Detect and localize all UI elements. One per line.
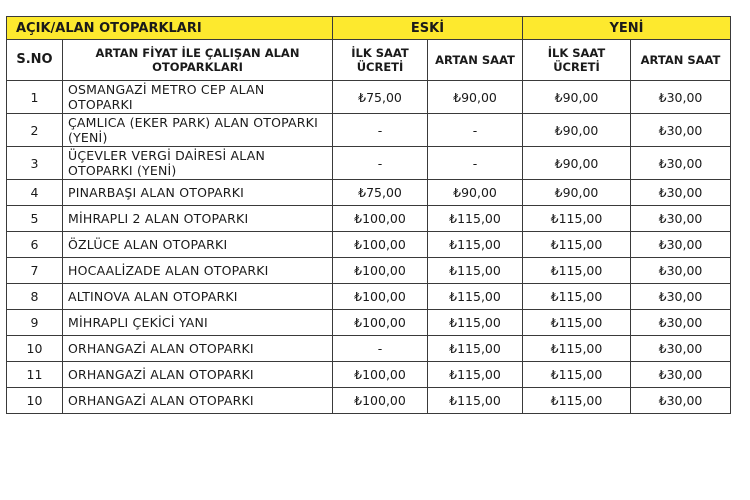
row-old-extra-hour-fee: ₺90,00 [428, 81, 523, 114]
row-old-extra-hour-fee: ₺115,00 [428, 388, 523, 414]
row-old-extra-hour-fee: ₺90,00 [428, 180, 523, 206]
row-old-first-hour-fee: ₺100,00 [333, 284, 428, 310]
col-header-old-first-hour: İLK SAAT ÜCRETİ [333, 40, 428, 81]
row-old-first-hour-fee: ₺100,00 [333, 310, 428, 336]
table-title-row [7, 17, 731, 40]
row-new-extra-hour-fee: ₺30,00 [631, 206, 731, 232]
col-header-name: ARTAN FİYAT İLE ÇALIŞAN ALAN OTOPARKLARI [63, 40, 333, 81]
row-sno: 3 [7, 147, 63, 180]
row-sno: 7 [7, 258, 63, 284]
row-new-extra-hour-fee: ₺30,00 [631, 388, 731, 414]
table-row [7, 114, 731, 147]
table-row [7, 180, 731, 206]
row-new-extra-hour-fee: ₺30,00 [631, 336, 731, 362]
row-new-extra-hour-fee: ₺30,00 [631, 310, 731, 336]
table-row [7, 388, 731, 414]
row-parking-name: HOCAALİZADE ALAN OTOPARKI [63, 258, 333, 284]
column-header-row [7, 40, 731, 81]
row-old-extra-hour-fee: ₺115,00 [428, 258, 523, 284]
row-old-extra-hour-fee: ₺115,00 [428, 336, 523, 362]
table-row [7, 362, 731, 388]
table-row [7, 232, 731, 258]
row-old-first-hour-fee: ₺75,00 [333, 81, 428, 114]
row-parking-name: ORHANGAZİ ALAN OTOPARKI [63, 362, 333, 388]
row-new-extra-hour-fee: ₺30,00 [631, 180, 731, 206]
row-sno: 1 [7, 81, 63, 114]
row-old-extra-hour-fee: ₺115,00 [428, 284, 523, 310]
col-header-new-first-hour: İLK SAAT ÜCRETİ [523, 40, 631, 81]
row-old-first-hour-fee: ₺100,00 [333, 232, 428, 258]
row-new-extra-hour-fee: ₺30,00 [631, 284, 731, 310]
row-new-extra-hour-fee: ₺30,00 [631, 114, 731, 147]
row-sno: 8 [7, 284, 63, 310]
row-parking-name: MİHRAPLI ÇEKİCİ YANI [63, 310, 333, 336]
row-old-first-hour-fee: ₺75,00 [333, 180, 428, 206]
row-old-extra-hour-fee: ₺115,00 [428, 362, 523, 388]
row-old-first-hour-fee: - [333, 336, 428, 362]
row-new-extra-hour-fee: ₺30,00 [631, 258, 731, 284]
row-old-extra-hour-fee: ₺115,00 [428, 206, 523, 232]
row-parking-name: MİHRAPLI 2 ALAN OTOPARKI [63, 206, 333, 232]
row-old-first-hour-fee: ₺100,00 [333, 206, 428, 232]
table-row [7, 147, 731, 180]
row-new-first-hour-fee: ₺90,00 [523, 147, 631, 180]
row-parking-name: ÖZLÜCE ALAN OTOPARKI [63, 232, 333, 258]
col-header-sno: S.NO [7, 40, 63, 81]
row-old-first-hour-fee: ₺100,00 [333, 388, 428, 414]
row-sno: 11 [7, 362, 63, 388]
row-parking-name: ORHANGAZİ ALAN OTOPARKI [63, 388, 333, 414]
parking-tariff-table [6, 16, 731, 414]
row-sno: 5 [7, 206, 63, 232]
row-old-first-hour-fee: ₺100,00 [333, 362, 428, 388]
table-title: AÇIK/ALAN OTOPARKLARI [7, 17, 333, 40]
row-parking-name: ÇAMLICA (EKER PARK) ALAN OTOPARKI (YENİ) [63, 114, 333, 147]
row-new-extra-hour-fee: ₺30,00 [631, 232, 731, 258]
row-parking-name: PINARBAŞI ALAN OTOPARKI [63, 180, 333, 206]
row-sno: 9 [7, 310, 63, 336]
row-new-extra-hour-fee: ₺30,00 [631, 147, 731, 180]
row-new-first-hour-fee: ₺115,00 [523, 336, 631, 362]
row-new-first-hour-fee: ₺115,00 [523, 284, 631, 310]
table-row [7, 336, 731, 362]
table-row [7, 284, 731, 310]
row-sno: 10 [7, 388, 63, 414]
row-new-first-hour-fee: ₺115,00 [523, 362, 631, 388]
table-row [7, 310, 731, 336]
row-new-first-hour-fee: ₺90,00 [523, 180, 631, 206]
row-sno: 10 [7, 336, 63, 362]
table-row [7, 258, 731, 284]
row-old-first-hour-fee: - [333, 147, 428, 180]
row-old-extra-hour-fee: - [428, 147, 523, 180]
col-header-new-extra-hour: ARTAN SAAT [631, 40, 731, 81]
row-new-first-hour-fee: ₺115,00 [523, 206, 631, 232]
col-header-old-extra-hour: ARTAN SAAT [428, 40, 523, 81]
row-new-extra-hour-fee: ₺30,00 [631, 362, 731, 388]
row-new-first-hour-fee: ₺115,00 [523, 232, 631, 258]
new-group-header: YENİ [523, 17, 731, 40]
row-new-first-hour-fee: ₺115,00 [523, 310, 631, 336]
row-new-first-hour-fee: ₺115,00 [523, 388, 631, 414]
row-old-extra-hour-fee: - [428, 114, 523, 147]
row-sno: 2 [7, 114, 63, 147]
old-group-header: ESKİ [333, 17, 523, 40]
row-new-first-hour-fee: ₺90,00 [523, 81, 631, 114]
table-body [7, 81, 731, 414]
row-old-extra-hour-fee: ₺115,00 [428, 310, 523, 336]
row-sno: 6 [7, 232, 63, 258]
row-new-first-hour-fee: ₺115,00 [523, 258, 631, 284]
table-row [7, 81, 731, 114]
row-old-first-hour-fee: ₺100,00 [333, 258, 428, 284]
row-parking-name: ORHANGAZİ ALAN OTOPARKI [63, 336, 333, 362]
row-new-extra-hour-fee: ₺30,00 [631, 81, 731, 114]
row-parking-name: ÜÇEVLER VERGİ DAİRESİ ALAN OTOPARKI (YENİ) [63, 147, 333, 180]
row-old-first-hour-fee: - [333, 114, 428, 147]
table-row [7, 206, 731, 232]
row-old-extra-hour-fee: ₺115,00 [428, 232, 523, 258]
row-parking-name: ALTINOVA ALAN OTOPARKI [63, 284, 333, 310]
row-sno: 4 [7, 180, 63, 206]
row-new-first-hour-fee: ₺90,00 [523, 114, 631, 147]
row-parking-name: OSMANGAZİ METRO CEP ALAN OTOPARKI [63, 81, 333, 114]
